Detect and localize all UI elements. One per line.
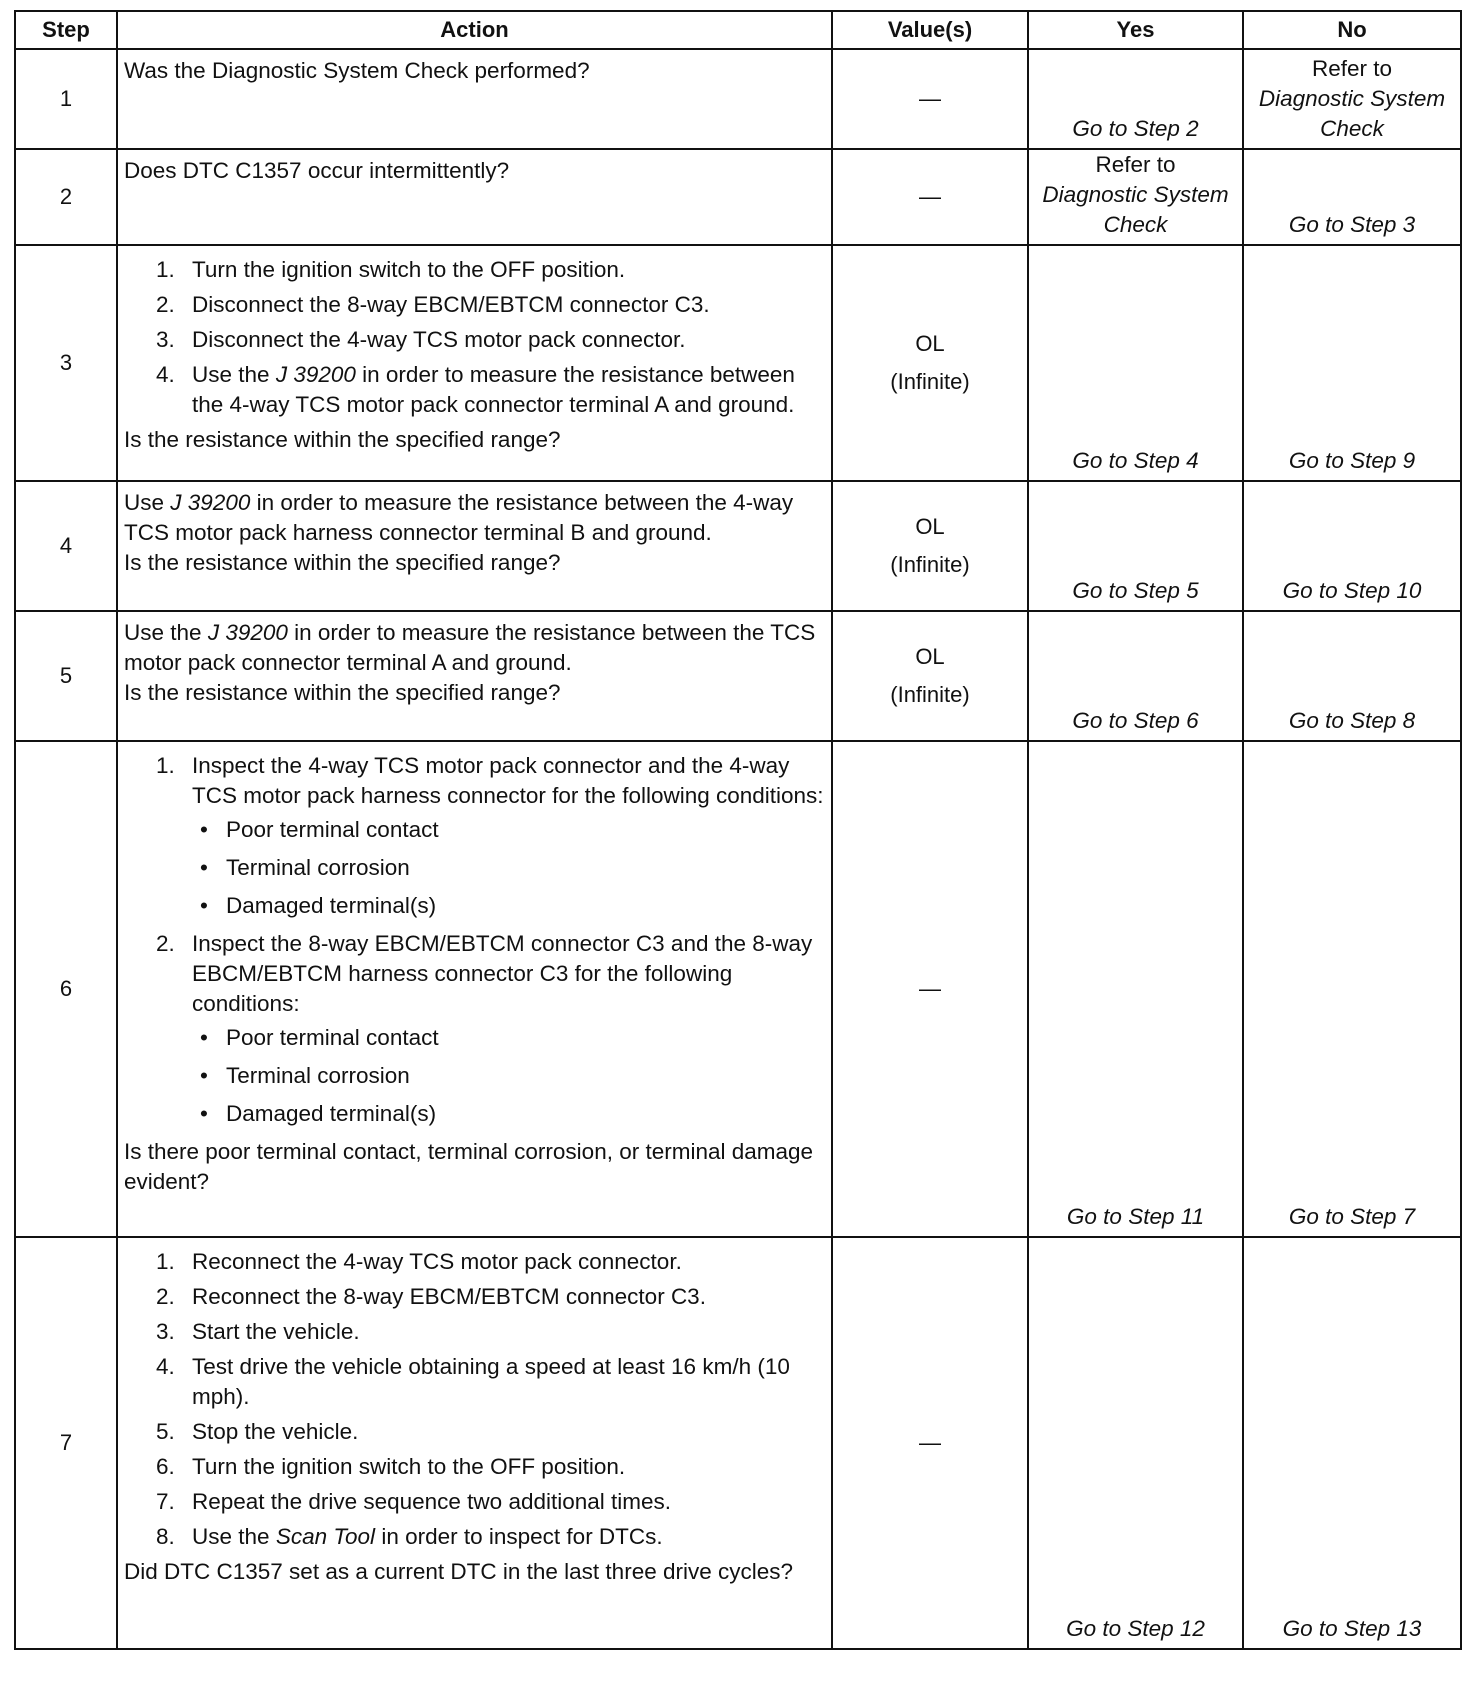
goto-step-link[interactable]: Go to Step 5 [1072, 578, 1199, 603]
list-item: 6. Turn the ignition switch to the OFF position. [156, 1454, 626, 1479]
condition-item: • Poor terminal contact [200, 1025, 439, 1050]
list-item: 2. Reconnect the 8-way EBCM/EBTCM connector C3. [156, 1284, 706, 1309]
yes-cell[interactable] [1028, 481, 1243, 611]
tool-name: Scan Tool [275, 1524, 376, 1549]
value-cell: — [832, 1237, 1028, 1649]
procedure-list [124, 255, 825, 420]
action-cell [117, 481, 832, 611]
list-item: 1. Reconnect the 4-way TCS motor pack connector. [156, 1249, 682, 1274]
no-cell[interactable] [1243, 245, 1461, 481]
table-row [15, 611, 1461, 741]
list-item: 4. Test drive the vehicle obtaining a speed at least 16 km/h (10 mph). [156, 1354, 790, 1409]
yes-cell[interactable] [1028, 245, 1243, 481]
table-row [15, 49, 1461, 149]
yes-cell[interactable] [1028, 1237, 1243, 1649]
refer-to-text: Refer to [1311, 56, 1393, 81]
table-row [15, 741, 1461, 1237]
no-cell[interactable] [1243, 49, 1461, 149]
table-row [15, 245, 1461, 481]
table-row [15, 481, 1461, 611]
step-number: 1 [15, 49, 117, 149]
action-question: Did DTC C1357 set as a current DTC in the last three drive cycles? [124, 1559, 794, 1584]
refer-to-text: Refer to [1095, 152, 1176, 177]
action-instruction: Use J 39200 in order to measure the resistance between the 4-way TCS motor pack harness connector terminal B and ground. [124, 490, 794, 545]
list-item: 4. Use the J 39200 in order to measure the resistance between the 4-way TCS motor pack connector terminal A and ground. [156, 362, 795, 417]
list-item: 3. Disconnect the 4-way TCS motor pack connector. [156, 327, 686, 352]
value-cell: OL (Infinite) [832, 481, 1028, 611]
table-row [15, 1237, 1461, 1649]
condition-list [192, 1023, 825, 1129]
condition-list [192, 815, 825, 921]
step-number: 6 [15, 741, 117, 1237]
procedure-list [124, 751, 825, 1129]
header-action: Action [117, 11, 832, 49]
no-cell[interactable] [1243, 611, 1461, 741]
list-item: 3. Start the vehicle. [156, 1319, 360, 1344]
yes-cell[interactable] [1028, 611, 1243, 741]
condition-item: • Terminal corrosion [200, 1063, 410, 1088]
list-item: 8. Use the Scan Tool in order to inspect for DTCs. [156, 1524, 663, 1549]
action-cell [117, 49, 832, 149]
tool-name: J 39200 [170, 490, 251, 515]
header-step: Step [15, 11, 117, 49]
diagnostic-table [14, 10, 1462, 1650]
goto-step-link[interactable]: Go to Step 10 [1282, 578, 1422, 603]
goto-step-link[interactable]: Go to Step 12 [1066, 1616, 1205, 1641]
step-number: 4 [15, 481, 117, 611]
value-cell: — [832, 741, 1028, 1237]
diagnostic-system-check-link[interactable]: Diagnostic System Check [1258, 86, 1446, 141]
action-cell [117, 149, 832, 245]
header-row [15, 11, 1461, 49]
list-item: 7. Repeat the drive sequence two additional times. [156, 1489, 672, 1514]
no-cell[interactable] [1243, 741, 1461, 1237]
action-question: Is the resistance within the specified range? [124, 550, 561, 575]
goto-step-link[interactable]: Go to Step 9 [1288, 448, 1416, 473]
action-cell [117, 1237, 832, 1649]
goto-step-link[interactable]: Go to Step 3 [1288, 212, 1416, 237]
no-cell[interactable] [1243, 1237, 1461, 1649]
step-number: 3 [15, 245, 117, 481]
yes-cell[interactable] [1028, 741, 1243, 1237]
action-cell [117, 611, 832, 741]
list-item: 5. Stop the vehicle. [156, 1419, 359, 1444]
list-item: 2. Inspect the 8-way EBCM/EBTCM connector C3 and the 8-way EBCM/EBTCM harness connector C3 for the following conditions: • Poor terminal contact • Terminal corrosion • Damaged terminal(s) [156, 929, 825, 1129]
value-cell: OL (Infinite) [832, 245, 1028, 481]
header-yes: Yes [1028, 11, 1243, 49]
goto-step-link[interactable]: Go to Step 6 [1072, 708, 1199, 733]
goto-step-link[interactable]: Go to Step 4 [1072, 448, 1199, 473]
condition-item: • Terminal corrosion [200, 855, 410, 880]
goto-step-link[interactable]: Go to Step 13 [1282, 1616, 1422, 1641]
goto-step-link[interactable]: Go to Step 7 [1288, 1204, 1416, 1229]
step-number: 5 [15, 611, 117, 741]
diagnostic-system-check-link[interactable]: Diagnostic System Check [1042, 182, 1229, 237]
action-question: Is there poor terminal contact, terminal corrosion, or terminal damage evident? [124, 1139, 814, 1194]
no-cell[interactable] [1243, 149, 1461, 245]
value-cell: — [832, 49, 1028, 149]
header-value: Value(s) [832, 11, 1028, 49]
action-instruction: Use the J 39200 in order to measure the resistance between the TCS motor pack connector terminal A and ground. [124, 620, 816, 675]
header-no: No [1243, 11, 1461, 49]
action-cell [117, 741, 832, 1237]
list-item: 1. Turn the ignition switch to the OFF position. [156, 257, 626, 282]
value-cell: — [832, 149, 1028, 245]
action-question: Is the resistance within the specified range? [124, 427, 561, 452]
action-question: Does DTC C1357 occur intermittently? [124, 158, 510, 183]
action-cell [117, 245, 832, 481]
goto-step-link[interactable]: Go to Step 2 [1072, 116, 1199, 141]
condition-item: • Poor terminal contact [200, 817, 439, 842]
list-item: 1. Inspect the 4-way TCS motor pack connector and the 4-way TCS motor pack harness connector for the following conditions: • Poor terminal contact • Terminal corrosion • Damaged terminal(s) [156, 751, 825, 921]
action-question: Is the resistance within the specified range? [124, 680, 561, 705]
no-cell[interactable] [1243, 481, 1461, 611]
step-number: 7 [15, 1237, 117, 1649]
list-item: 2. Disconnect the 8-way EBCM/EBTCM connector C3. [156, 292, 710, 317]
yes-cell[interactable] [1028, 149, 1243, 245]
goto-step-link[interactable]: Go to Step 8 [1288, 708, 1416, 733]
step-number: 2 [15, 149, 117, 245]
table-row [15, 149, 1461, 245]
condition-item: • Damaged terminal(s) [200, 893, 437, 918]
tool-name: J 39200 [207, 620, 288, 645]
value-cell: OL (Infinite) [832, 611, 1028, 741]
tool-name: J 39200 [275, 362, 356, 387]
condition-item: • Damaged terminal(s) [200, 1101, 437, 1126]
yes-cell[interactable] [1028, 49, 1243, 149]
procedure-list [124, 1247, 825, 1552]
goto-step-link[interactable]: Go to Step 11 [1066, 1204, 1205, 1229]
action-question: Was the Diagnostic System Check performed? [124, 58, 590, 83]
